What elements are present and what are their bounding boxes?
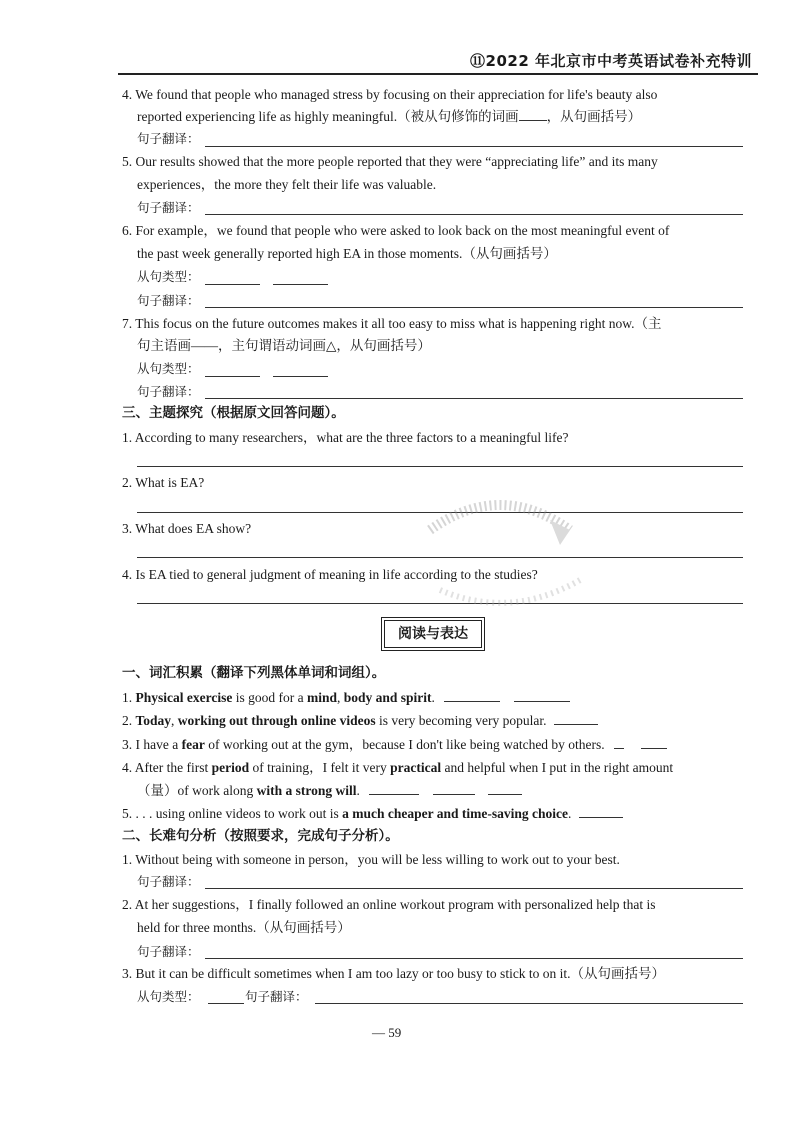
vocab-item-1-blank-2[interactable] xyxy=(514,689,570,702)
vocab-item-2-blank[interactable] xyxy=(554,712,598,725)
vocab-item-1: 1. Physical exercise is good for a mind, body and spirit. xyxy=(122,689,748,706)
vocab-item-4-blank-3[interactable] xyxy=(488,782,522,795)
q4-word-blank[interactable] xyxy=(519,108,547,121)
q7-line2: 句主语画——，主句谓语动词画△，从句画括号） xyxy=(137,338,431,353)
q5-line2: experiences，the more they felt their life was valuable. xyxy=(137,177,437,192)
vocab-item-3: 3. I have a fear of working out at the gym，because I don't like being watched by others. xyxy=(122,736,748,753)
q4-line2 xyxy=(137,108,748,125)
sec3-q1-answer-line[interactable] xyxy=(137,466,743,467)
vocab-item-3-blank-2[interactable] xyxy=(641,736,667,749)
analysis-s1-translation-line[interactable] xyxy=(205,888,743,889)
analysis-s2-translation-line[interactable] xyxy=(205,958,743,959)
q5-translation-line[interactable] xyxy=(205,214,743,215)
vocab-item-4-cont: （量）of work along with a strong will. xyxy=(137,782,748,799)
sec3-q3: 3. What does EA show? xyxy=(122,521,252,536)
vocab-item-4-blank-1[interactable] xyxy=(369,782,419,795)
sec3-q2: 2. What is EA? xyxy=(122,475,205,490)
section-banner: 阅读与表达 xyxy=(384,620,482,648)
analysis-s2-translation-label: 句子翻译： xyxy=(137,944,200,959)
sec3-q4: 4. Is EA tied to general judgment of meaning in life according to the studies? xyxy=(122,567,538,582)
vocab-item-4-blank-2[interactable] xyxy=(433,782,475,795)
q7-translation-line[interactable] xyxy=(205,398,743,399)
analysis-s3-translation-label: 句子翻译： xyxy=(245,989,308,1004)
q4-line1: 4. We found that people who managed stress by focusing on their appreciation for life's beauty also xyxy=(122,87,658,102)
analysis-s3-translation-line[interactable] xyxy=(315,1003,743,1004)
analysis-s1-translation-label: 句子翻译： xyxy=(137,874,200,889)
q4-line2-text: reported experiencing life as highly meaningful.（被从句修饰的词画 xyxy=(137,109,519,124)
q6-type-blank-2[interactable] xyxy=(273,284,328,285)
q6-type-blank-1[interactable] xyxy=(205,284,260,285)
q7-type-blank-2[interactable] xyxy=(273,376,328,377)
sec3-q1: 1. According to many researchers，what are the three factors to a meaningful life? xyxy=(122,430,569,445)
q6-line2: the past week generally reported high EA in those moments.（从句画括号） xyxy=(137,246,557,261)
vocab-item-5-blank[interactable] xyxy=(579,805,623,818)
analysis-s3-type-blank[interactable] xyxy=(208,1003,244,1004)
analysis-s3: 3. But it can be difficult sometimes when I am too lazy or too busy to stick to on it.（从句画括号） xyxy=(122,966,666,981)
analysis-s3-type-label: 从句类型： xyxy=(137,989,200,1004)
q4-line2-tail: ，从句画括号） xyxy=(546,109,642,124)
vocab-item-4: 4. After the first period of training，I felt it very practical and helpful when I put in the right amount xyxy=(122,760,674,775)
analysis-s2-line1: 2. At her suggestions，I finally followed an online workout program with personalized help that is xyxy=(122,897,656,912)
q7-type-label: 从句类型： xyxy=(137,361,200,376)
analysis-heading: 二、长难句分析（按照要求，完成句子分析）。 xyxy=(122,828,399,844)
vocab-item-5: 5. . . . using online videos to work out is a much cheaper and time-saving choice. xyxy=(122,805,748,822)
q7-translation-label: 句子翻译： xyxy=(137,384,200,399)
analysis-s2-line2: held for three months.（从句画括号） xyxy=(137,920,351,935)
watermark-logo xyxy=(420,490,590,620)
q5-line1: 5. Our results showed that the more people reported that they were “appreciating life” and its many xyxy=(122,154,658,169)
section3-heading: 三、主题探究（根据原文回答问题）。 xyxy=(122,405,345,421)
q6-line1: 6. For example，we found that people who were asked to look back on the most meaningful event of xyxy=(122,223,670,238)
page-header: ⑪2022 年北京市中考英语试卷补充特训 xyxy=(470,52,752,70)
q6-translation-line[interactable] xyxy=(205,307,743,308)
q5-translation-label: 句子翻译： xyxy=(137,200,200,215)
vocab-heading: 一、词汇积累（翻译下列黑体单词和词组）。 xyxy=(122,665,386,681)
header-divider xyxy=(118,73,758,75)
page-number: — 59 xyxy=(372,1025,402,1040)
q4-translation-line[interactable] xyxy=(205,146,743,147)
q4-translation-label: 句子翻译： xyxy=(137,131,200,146)
vocab-item-3-blank-1[interactable] xyxy=(614,736,624,749)
vocab-item-1-blank-1[interactable] xyxy=(444,689,500,702)
analysis-s1: 1. Without being with someone in person，you will be less willing to work out to your best. xyxy=(122,852,620,867)
q7-line1: 7. This focus on the future outcomes makes it all too easy to miss what is happening right now.（主 xyxy=(122,316,662,331)
q7-type-blank-1[interactable] xyxy=(205,376,260,377)
vocab-item-2: 2. Today, working out through online videos is very becoming very popular. xyxy=(122,712,748,729)
q6-translation-label: 句子翻译： xyxy=(137,293,200,308)
q6-type-label: 从句类型： xyxy=(137,269,200,284)
